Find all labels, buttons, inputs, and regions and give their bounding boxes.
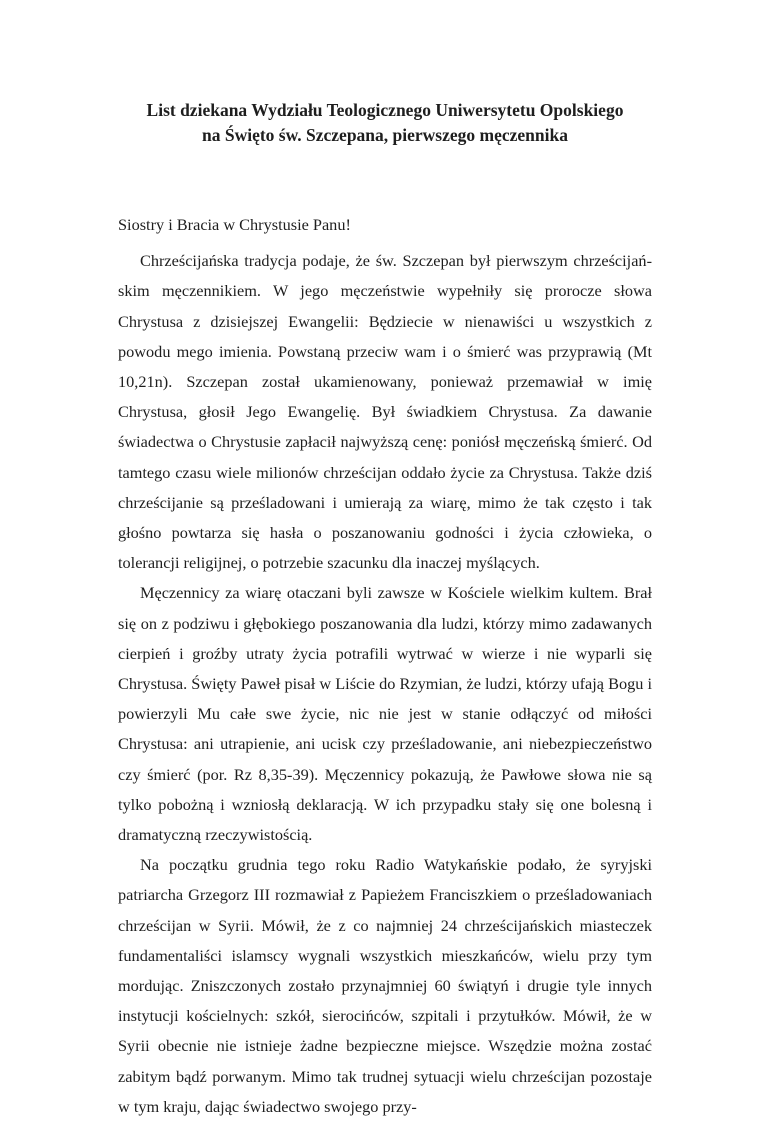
paragraph-1: Chrześcijańska tradycja podaje, że św. Szczepan był pierwszym chrześcijańskim męczennikiem. W jego męczeństwie wypełniły się prorocze słowa Chrystusa z dzisiejszej Ewangelii: Będziecie w nienawiści u wszystkich z powodu mego imienia. Powstaną przeciw wam i o śmierć was przyprawią (Mt 10,21n). Szczepan został ukamienowany, ponieważ przemawiał w imię Chrystusa, głosił Jego Ewangelię. Był świadkiem Chrystusa. Za dawanie świadectwa o Chrystusie zapłacił najwyższą cenę: poniósł męczeńską śmierć. Od tamtego czasu wiele milionów chrześcijan oddało życie za Chrystusa. Także dziś chrześcijanie są prześladowani i umierają za wiarę, mimo że tak często i tak głośno powtarza się hasła o poszanowaniu godności i życia człowieka, o tolerancji religijnej, o potrzebie szacunku dla inaczej myślących. (118, 251, 652, 573)
document-page (118, 98, 652, 1122)
document-title (118, 98, 652, 148)
paragraph-3: Na początku grudnia tego roku Radio Watykańskie podało, że syryjski patriarcha Grzegorz III rozmawiał z Papieżem Franciszkiem o prześladowaniach chrześcijan w Syrii. Mówił, że z co najmniej 24 chrześcijańskich miasteczek fundamentaliści islamscy wygnali wszystkich mieszkańców, wielu przy tym mordując. Zniszczonych zostało przynajmniej 60 świątyń i drugie tyle innych instytucji kościelnych: szkół, sierocińców, szpitali i przytułków. Mówił, że w Syrii obecnie nie istnieje żadne bezpieczne miejsce. Wszędzie można zostać zabitym bądź porwanym. Mimo tak trudnej sytuacji wielu chrześcijan pozostaje w tym kraju, dając świadectwo swojego przy- (118, 855, 652, 1116)
greeting: Siostry i Bracia w Chrystusie Panu! (118, 215, 351, 234)
paragraph-2: Męczennicy za wiarę otaczani byli zawsze w Kościele wielkim kultem. Brał się on z podziwu i głębokiego poszanowania dla ludzi, którzy mimo zadawanych cierpień i groźby utraty życia potrafili wytrwać w wierze i nie wyparli się Chrystusa. Święty Paweł pisał w Liście do Rzymian, że ludzi, którzy ufają Bogu i powierzyli Mu całe swe życie, nic nie jest w stanie odłączyć od miłości Chrystusa: ani utrapienie, ani ucisk czy prześladowanie, ani niebezpieczeństwo czy śmierć (por. Rz 8,35-39). Męczennicy pokazują, że Pawłowe słowa nie są tylko pobożną i wzniosłą deklaracją. W ich przypadku stały się one bolesną i dramatyczną rzeczywistością. (118, 583, 652, 845)
title-line-1: List dziekana Wydziału Teologicznego Uniwersytetu Opolskiego (146, 100, 624, 120)
title-line-2: na Święto św. Szczepana, pierwszego męczennika (201, 125, 568, 145)
